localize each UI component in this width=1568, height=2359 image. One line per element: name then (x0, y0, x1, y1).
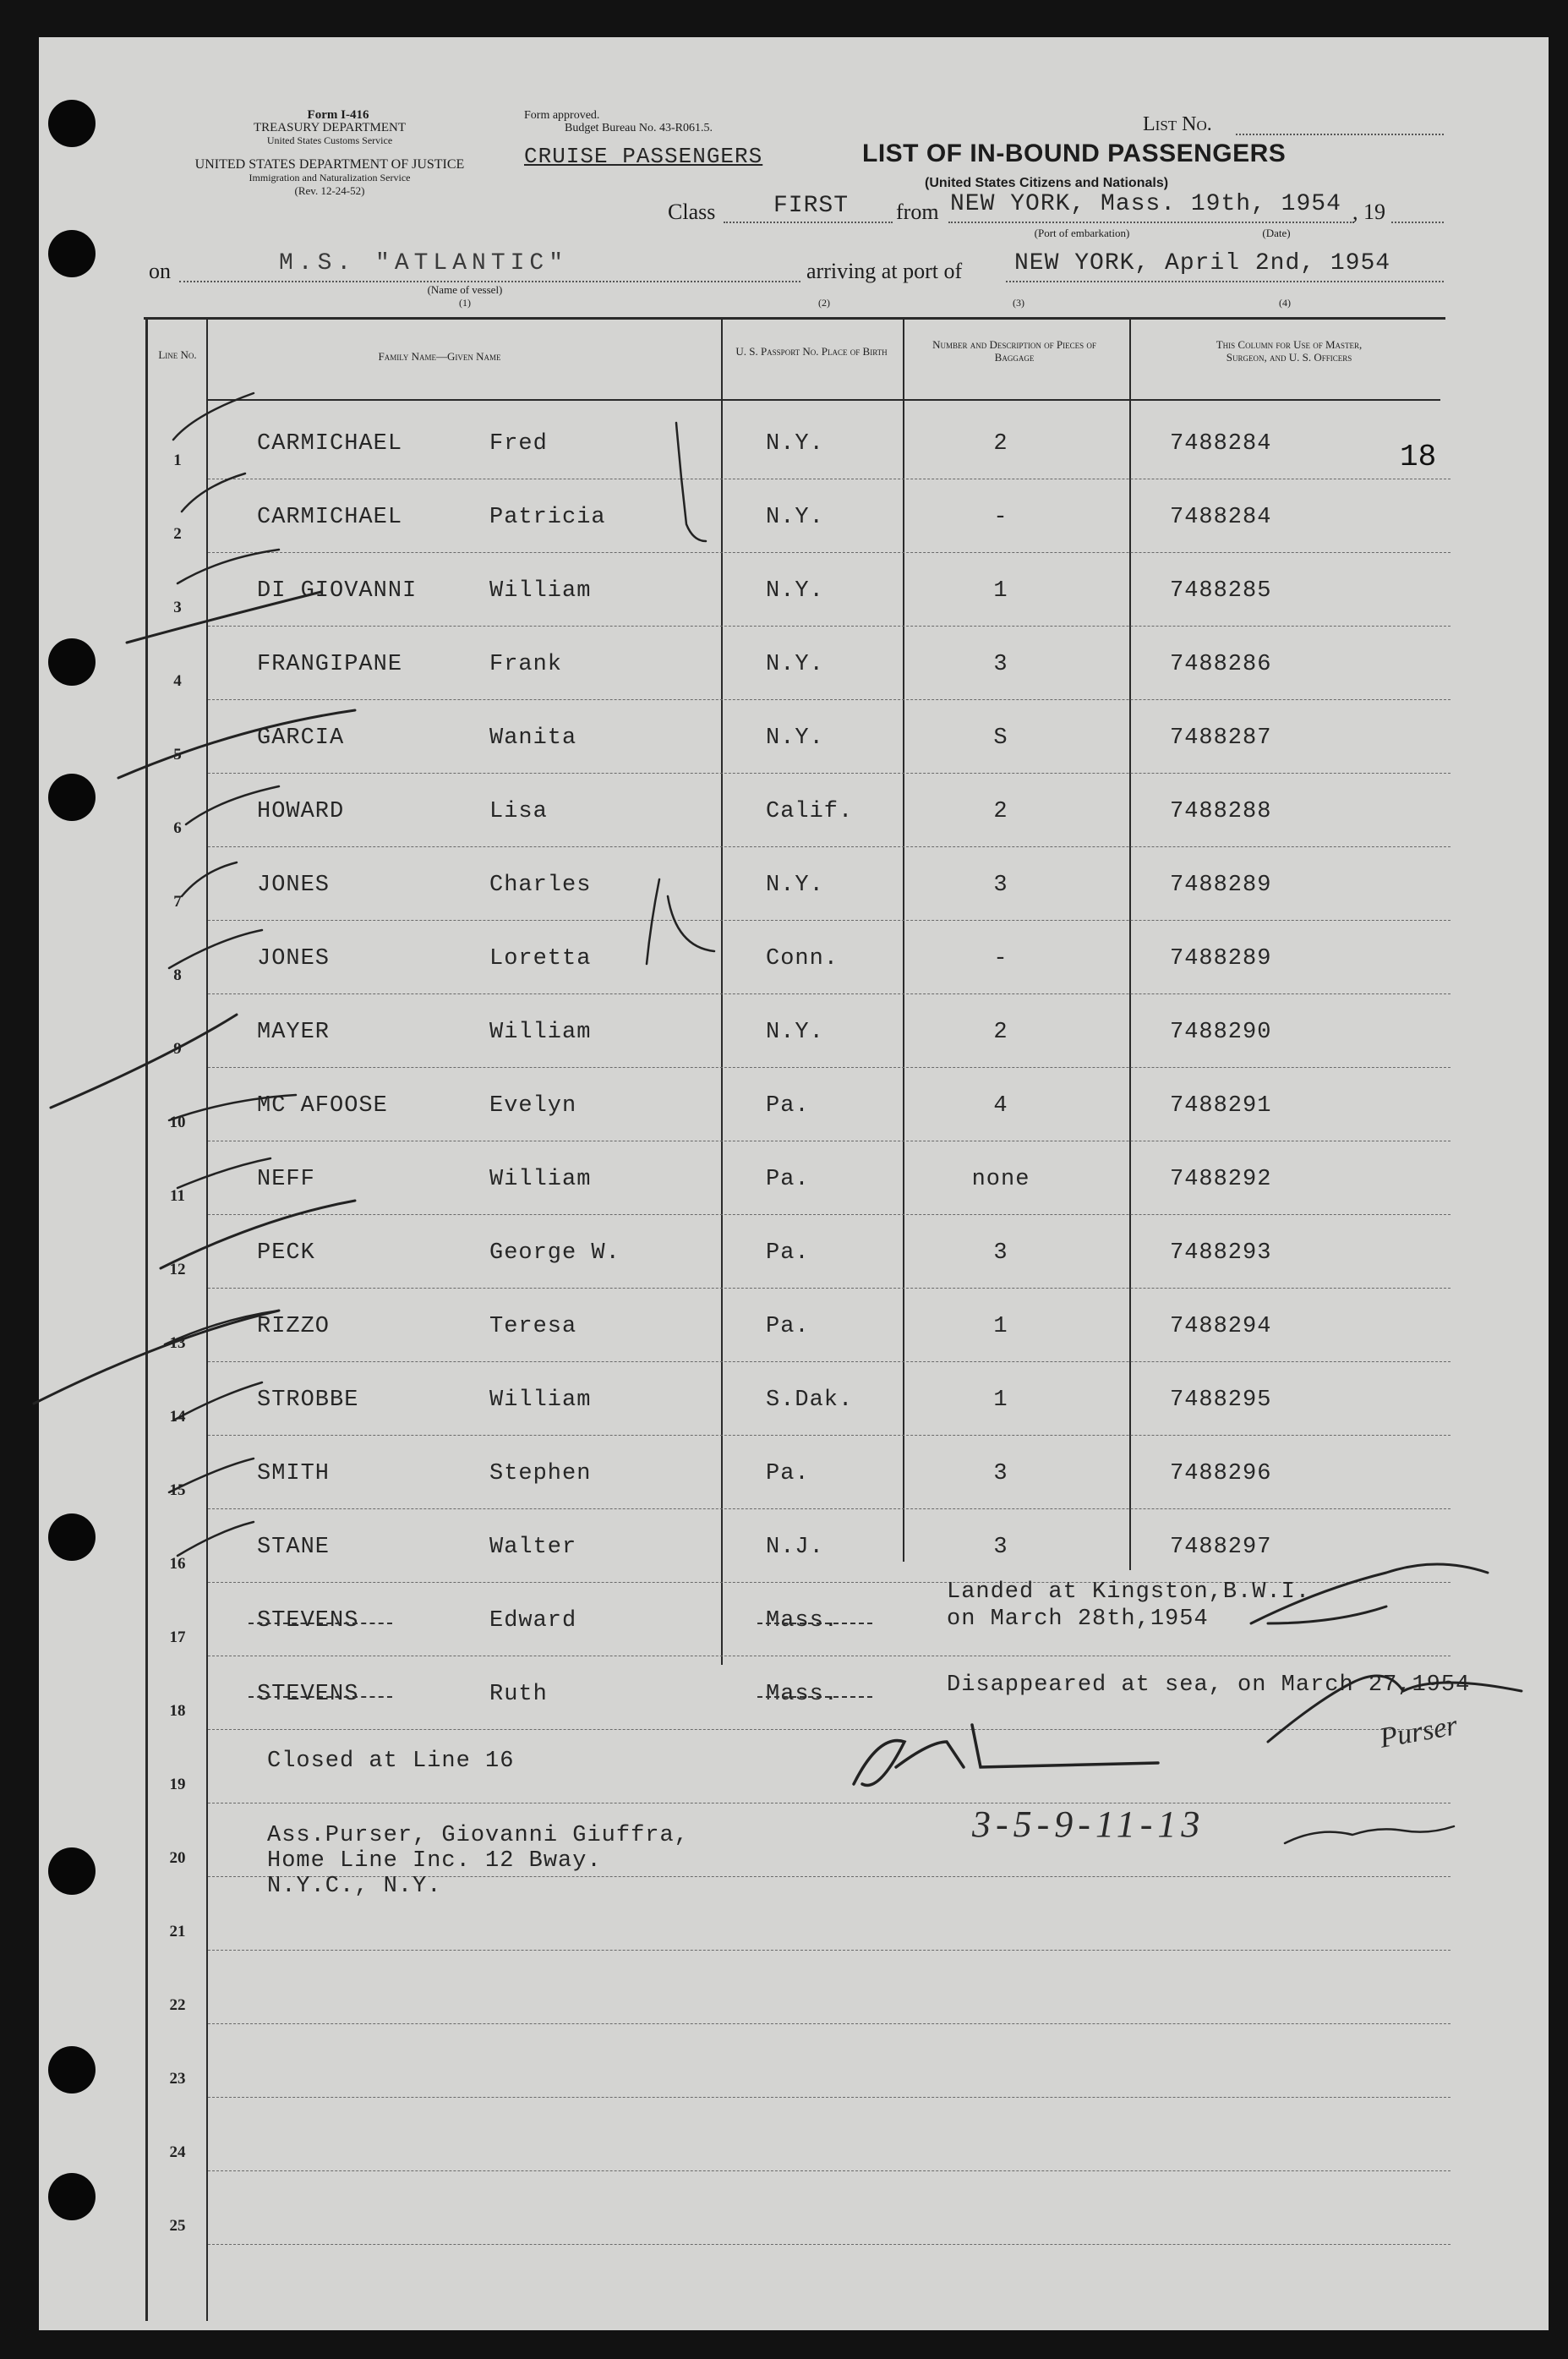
officer-number: 7488295 (1170, 1387, 1272, 1413)
place-of-birth: Mass. (766, 1682, 839, 1707)
page-number: 18 (1400, 440, 1437, 474)
line-number: 8 (173, 966, 182, 984)
line-number: 5 (173, 746, 182, 764)
family-name: STROBBE (257, 1387, 359, 1413)
officer-number: 7488291 (1170, 1093, 1272, 1119)
from-label: from (896, 200, 939, 224)
family-name: PECK (257, 1240, 315, 1266)
place-of-birth: S.Dak. (766, 1387, 854, 1413)
treasury-label: TREASURY DEPARTMENT (253, 121, 407, 134)
arriving-label: arriving at port of (806, 259, 963, 283)
place-of-birth: N.Y. (766, 505, 824, 530)
baggage-count: 3 (993, 1461, 1008, 1486)
line-number: 18 (169, 1702, 186, 1720)
officer-number: 7488294 (1170, 1314, 1272, 1339)
baggage-count: - (993, 505, 1008, 530)
check-mark (127, 592, 321, 643)
family-name: DI GIOVANNI (257, 578, 418, 604)
family-name: HOWARD (257, 799, 345, 824)
given-name: Patricia (489, 505, 606, 530)
justice-label: UNITED STATES DEPARTMENT OF JUSTICE (194, 157, 465, 172)
officer-number: 7488296 (1170, 1461, 1272, 1486)
check-mark (182, 862, 237, 896)
baggage-count: 4 (993, 1093, 1008, 1119)
baggage-count: 3 (993, 1535, 1008, 1560)
form-number: Form I-416 (307, 108, 369, 122)
line-number: 9 (173, 1040, 182, 1058)
place-of-birth: N.Y. (766, 873, 824, 898)
line-number: 23 (169, 2070, 186, 2088)
check-mark (51, 1015, 237, 1108)
place-of-birth: N.Y. (766, 431, 824, 457)
given-name: Wanita (489, 725, 577, 751)
date-caption: (Date) (1262, 227, 1291, 239)
bracket-mark (647, 879, 714, 964)
baggage-count: 2 (993, 799, 1008, 824)
line-number: 16 (169, 1555, 186, 1573)
given-name: Fred (489, 431, 548, 457)
given-name: Frank (489, 652, 563, 677)
family-name: NEFF (257, 1167, 315, 1192)
officer-number: 7488289 (1170, 873, 1272, 898)
check-mark (178, 1522, 254, 1556)
given-name: Loretta (489, 946, 592, 972)
place-of-birth: N.Y. (766, 725, 824, 751)
line-number: 25 (169, 2217, 186, 2235)
place-of-birth: Pa. (766, 1314, 810, 1339)
closed-note: Closed at Line 16 (267, 1749, 515, 1774)
place-of-birth: Pa. (766, 1240, 810, 1266)
family-name: STANE (257, 1535, 331, 1560)
line-number: 2 (173, 525, 182, 543)
baggage-count: 1 (993, 1314, 1008, 1339)
officer-number: 7488287 (1170, 725, 1272, 751)
caption-3: (3) (1013, 297, 1024, 309)
given-name: George W. (489, 1240, 620, 1266)
line-number: 11 (170, 1187, 185, 1205)
officer-number: 7488285 (1170, 578, 1272, 604)
line-number: 20 (169, 1849, 186, 1867)
baggage-count: 3 (993, 1240, 1008, 1266)
place-of-birth: Calif. (766, 799, 854, 824)
line-number: 14 (169, 1408, 186, 1426)
line-number: 17 (169, 1628, 186, 1646)
place-of-birth: N.Y. (766, 1020, 824, 1045)
col-header-passport: U. S. Passport No. Place of Birth (735, 345, 888, 358)
baggage-count: 3 (993, 652, 1008, 677)
given-name: William (489, 1167, 592, 1192)
cruise-passengers: CRUISE PASSENGERS (524, 144, 763, 169)
baggage-count: S (993, 725, 1008, 751)
officer-number: 7488284 (1170, 431, 1272, 457)
col-header-baggage: Number and Description of Pieces of Baggage (932, 338, 1096, 364)
line-number: 21 (169, 1923, 186, 1940)
officer-number: 7488288 (1170, 799, 1272, 824)
family-name: CARMICHAEL (257, 431, 403, 457)
family-name: FRANGIPANE (257, 652, 403, 677)
place-of-birth: N.Y. (766, 652, 824, 677)
vessel-caption: (Name of vessel) (427, 283, 503, 296)
place-of-birth: Pa. (766, 1093, 810, 1119)
class-value: FIRST (773, 193, 850, 219)
officer-number: 7488297 (1170, 1535, 1272, 1560)
page-subtitle: (United States Citizens and Nationals) (925, 176, 1169, 190)
line-number: 4 (173, 672, 182, 690)
form-approved: Form approved. (524, 109, 600, 122)
officer-number: 7488289 (1170, 946, 1272, 972)
signature (1268, 1676, 1522, 1742)
officer-number: 7488284 (1170, 505, 1272, 530)
baggage-count: none (971, 1167, 1030, 1192)
place-of-birth: Pa. (766, 1461, 810, 1486)
officer-number: 7488290 (1170, 1020, 1272, 1045)
purser-line-3: N.Y.C., N.Y. (267, 1874, 442, 1899)
line-number: 15 (169, 1481, 186, 1499)
handwritten-numbers: 3-5-9-11-13 (972, 1803, 1205, 1845)
family-name: JONES (257, 946, 331, 972)
family-name: RIZZO (257, 1314, 331, 1339)
officer-number: 7488292 (1170, 1167, 1272, 1192)
family-name: STEVENS (257, 1608, 359, 1634)
line-number: 19 (169, 1776, 186, 1793)
signature (1251, 1564, 1488, 1623)
check-mark (118, 710, 355, 778)
line-number: 7 (173, 893, 182, 911)
purser-title: Purser (1377, 1710, 1460, 1754)
check-mark (169, 1459, 254, 1492)
check-mark (178, 1158, 270, 1188)
place-of-birth: N.Y. (766, 578, 824, 604)
check-mark (178, 550, 279, 583)
family-name: SMITH (257, 1461, 331, 1486)
family-name: GARCIA (257, 725, 345, 751)
officer-number: 7488293 (1170, 1240, 1272, 1266)
given-name: Edward (489, 1608, 577, 1634)
line-number: 6 (173, 819, 182, 837)
baggage-count: 2 (993, 431, 1008, 457)
check-mark (169, 1095, 296, 1120)
place-of-birth: Pa. (766, 1167, 810, 1192)
baggage-count: 2 (993, 1020, 1008, 1045)
line-number: 13 (169, 1334, 186, 1352)
class-label: Class (668, 200, 716, 224)
check-mark (173, 1382, 262, 1420)
given-name: William (489, 1387, 592, 1413)
family-name: STEVENS (257, 1682, 359, 1707)
caption-4: (4) (1279, 297, 1291, 309)
caption-2: (2) (818, 297, 830, 309)
col-header-line-no: Line No. (158, 348, 197, 361)
signature (1285, 1826, 1454, 1843)
disappeared-note: Disappeared at sea, on March 27,1954 (947, 1672, 1471, 1698)
line-number: 1 (173, 452, 182, 469)
place-of-birth: Mass. (766, 1608, 839, 1634)
rev-label: (Rev. 12-24-52) (294, 184, 365, 197)
given-name: Ruth (489, 1682, 548, 1707)
place-of-birth: Conn. (766, 946, 839, 972)
given-name: Teresa (489, 1314, 577, 1339)
family-name: JONES (257, 873, 331, 898)
purser-line-1: Ass.Purser, Giovanni Giuffra, (267, 1823, 689, 1848)
given-name: Charles (489, 873, 592, 898)
line-number: 12 (169, 1261, 186, 1278)
check-mark (186, 786, 279, 824)
baggage-count: - (993, 946, 1008, 972)
port-embark-caption: (Port of embarkation) (1034, 227, 1130, 239)
given-name: Stephen (489, 1461, 592, 1486)
baggage-count: 1 (993, 578, 1008, 604)
list-no-label: List No. (1143, 113, 1212, 135)
baggage-count: 1 (993, 1387, 1008, 1413)
caption-1: (1) (459, 297, 471, 309)
check-mark (182, 473, 245, 512)
vessel-value: M.S. "ATLANTIC" (279, 250, 569, 276)
page-title: LIST OF IN-BOUND PASSENGERS (862, 140, 1287, 167)
check-mark (173, 393, 254, 440)
purser-line-2: Home Line Inc. 12 Bway. (267, 1848, 602, 1874)
year-suffix: , 19 (1352, 200, 1385, 224)
line-number: 3 (173, 599, 182, 616)
family-name: CARMICHAEL (257, 505, 403, 530)
given-name: Lisa (489, 799, 548, 824)
bracket-mark (676, 423, 706, 541)
budget-bureau: Budget Bureau No. 43-R061.5. (565, 122, 713, 134)
ins-label: Immigration and Naturalization Service (249, 172, 411, 183)
arrival-value: NEW YORK, April 2nd, 1954 (1014, 250, 1391, 276)
place-of-birth: N.J. (766, 1535, 824, 1560)
baggage-count: 3 (993, 873, 1008, 898)
signature (854, 1725, 1158, 1785)
customs-label: United States Customs Service (266, 134, 393, 146)
given-name: Evelyn (489, 1093, 577, 1119)
check-mark (161, 1201, 355, 1268)
given-name: Walter (489, 1535, 577, 1560)
line-number: 22 (169, 1996, 186, 2014)
given-name: William (489, 1020, 592, 1045)
family-name: MC AFOOSE (257, 1093, 388, 1119)
line-number: 24 (169, 2143, 186, 2161)
col-header-officers: This Column for Use of Master, Surgeon, and U. S. Officers (1216, 338, 1363, 364)
check-mark (169, 930, 262, 968)
col-header-name: Family Name—Given Name (378, 350, 501, 363)
officer-number: 7488286 (1170, 652, 1272, 677)
on-label: on (149, 259, 171, 283)
family-name: MAYER (257, 1020, 331, 1045)
from-value: NEW YORK, Mass. 19th, 1954 (950, 191, 1341, 217)
landed-note-1: Landed at Kingston,B.W.I. (947, 1579, 1311, 1605)
landed-note-2: on March 28th,1954 (947, 1606, 1209, 1632)
given-name: William (489, 578, 592, 604)
line-number: 10 (169, 1114, 186, 1131)
